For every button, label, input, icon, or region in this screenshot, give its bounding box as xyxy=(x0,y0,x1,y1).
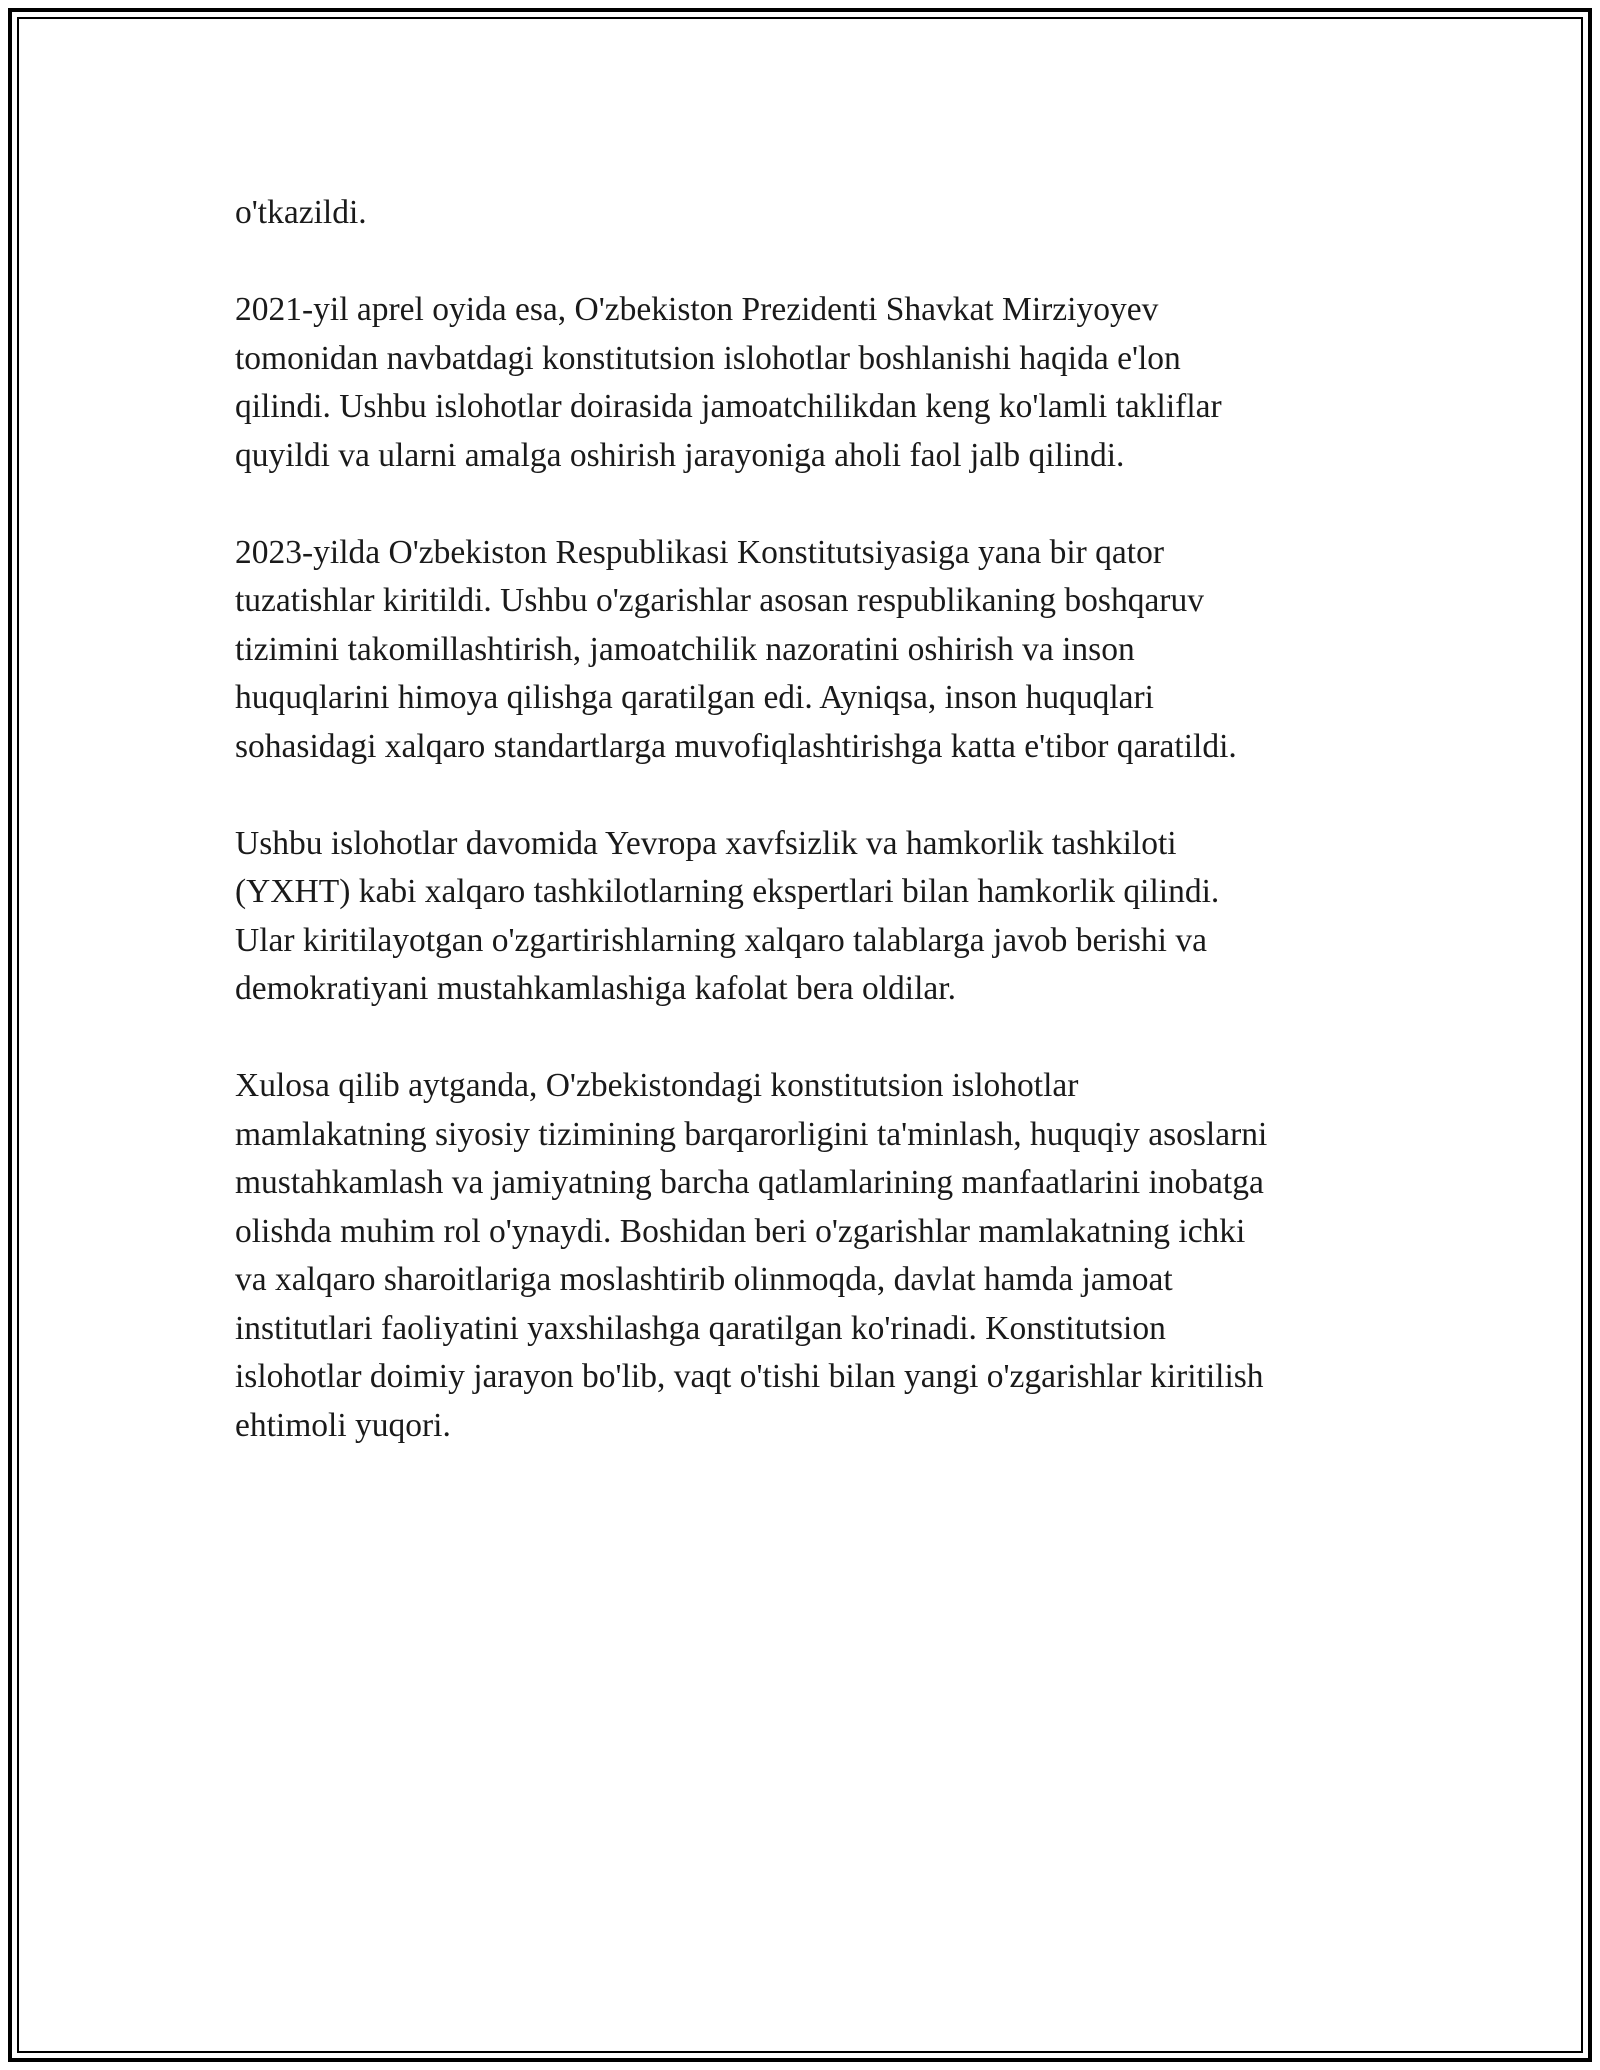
document-body xyxy=(235,189,1405,1499)
paragraph-conclusion: Xulosa qilib aytganda, O'zbekistondagi konstitutsion islohotlar mamlakatning siyosiy tizimining barqarorligini ta'minlash, huquqiy asoslarni mustahkamlash va jamiyatning barcha qatlamlarining manfaatlarini inobatga olishda muhim rol o'ynaydi. Boshidan beri o'zgarishlar mamlakatning ichki va xalqaro sharoitlariga moslashtirib olinmoqda, davlat hamda jamoat institutlari faoliyatini yaxshilashga qaratilgan ko'rinadi. Konstitutsion islohotlar doimiy jarayon bo'lib, vaqt o'tishi bilan yangi o'zgarishlar kiritilish ehtimoli yuqori. xyxy=(235,1067,1268,1444)
paragraph-2021-reforms: 2021-yil aprel oyida esa, O'zbekiston Prezidenti Shavkat Mirziyoyev tomonidan navbatdagi konstitutsion islohotlar boshlanishi haqida e'lon qilindi. Ushbu islohotlar doirasida jamoatchilikdan keng ko'lamli takliflar quyildi va ularni amalga oshirish jarayoniga aholi faol jalb qilindi. xyxy=(235,291,1222,474)
paragraph-2023-amendments: 2023-yilda O'zbekiston Respublikasi Konstitutsiyasiga yana bir qator tuzatishlar kiritildi. Ushbu o'zgarishlar asosan respublikaning boshqaruv tizimini takomillashtirish, jamoatchilik nazoratini oshirish va inson huquqlarini himoya qilishga qaratilgan edi. Ayniqsa, inson huquqlari sohasidagi xalqaro standartlarga muvofiqlashtirishga katta e'tibor qaratildi. xyxy=(235,533,1237,765)
paragraph-international-cooperation: Ushbu islohotlar davomida Yevropa xavfsizlik va hamkorlik tashkiloti (YXHT) kabi xalqaro tashkilotlarning ekspertlari bilan hamkorlik qilindi. Ular kiritilayotgan o'zgartirishlarning xalqaro talablarga javob berishi va demokratiyani mustahkamlashiga kafolat bera oldilar. xyxy=(235,824,1220,1007)
paragraph-continuation: o'tkazildi. xyxy=(235,194,367,231)
